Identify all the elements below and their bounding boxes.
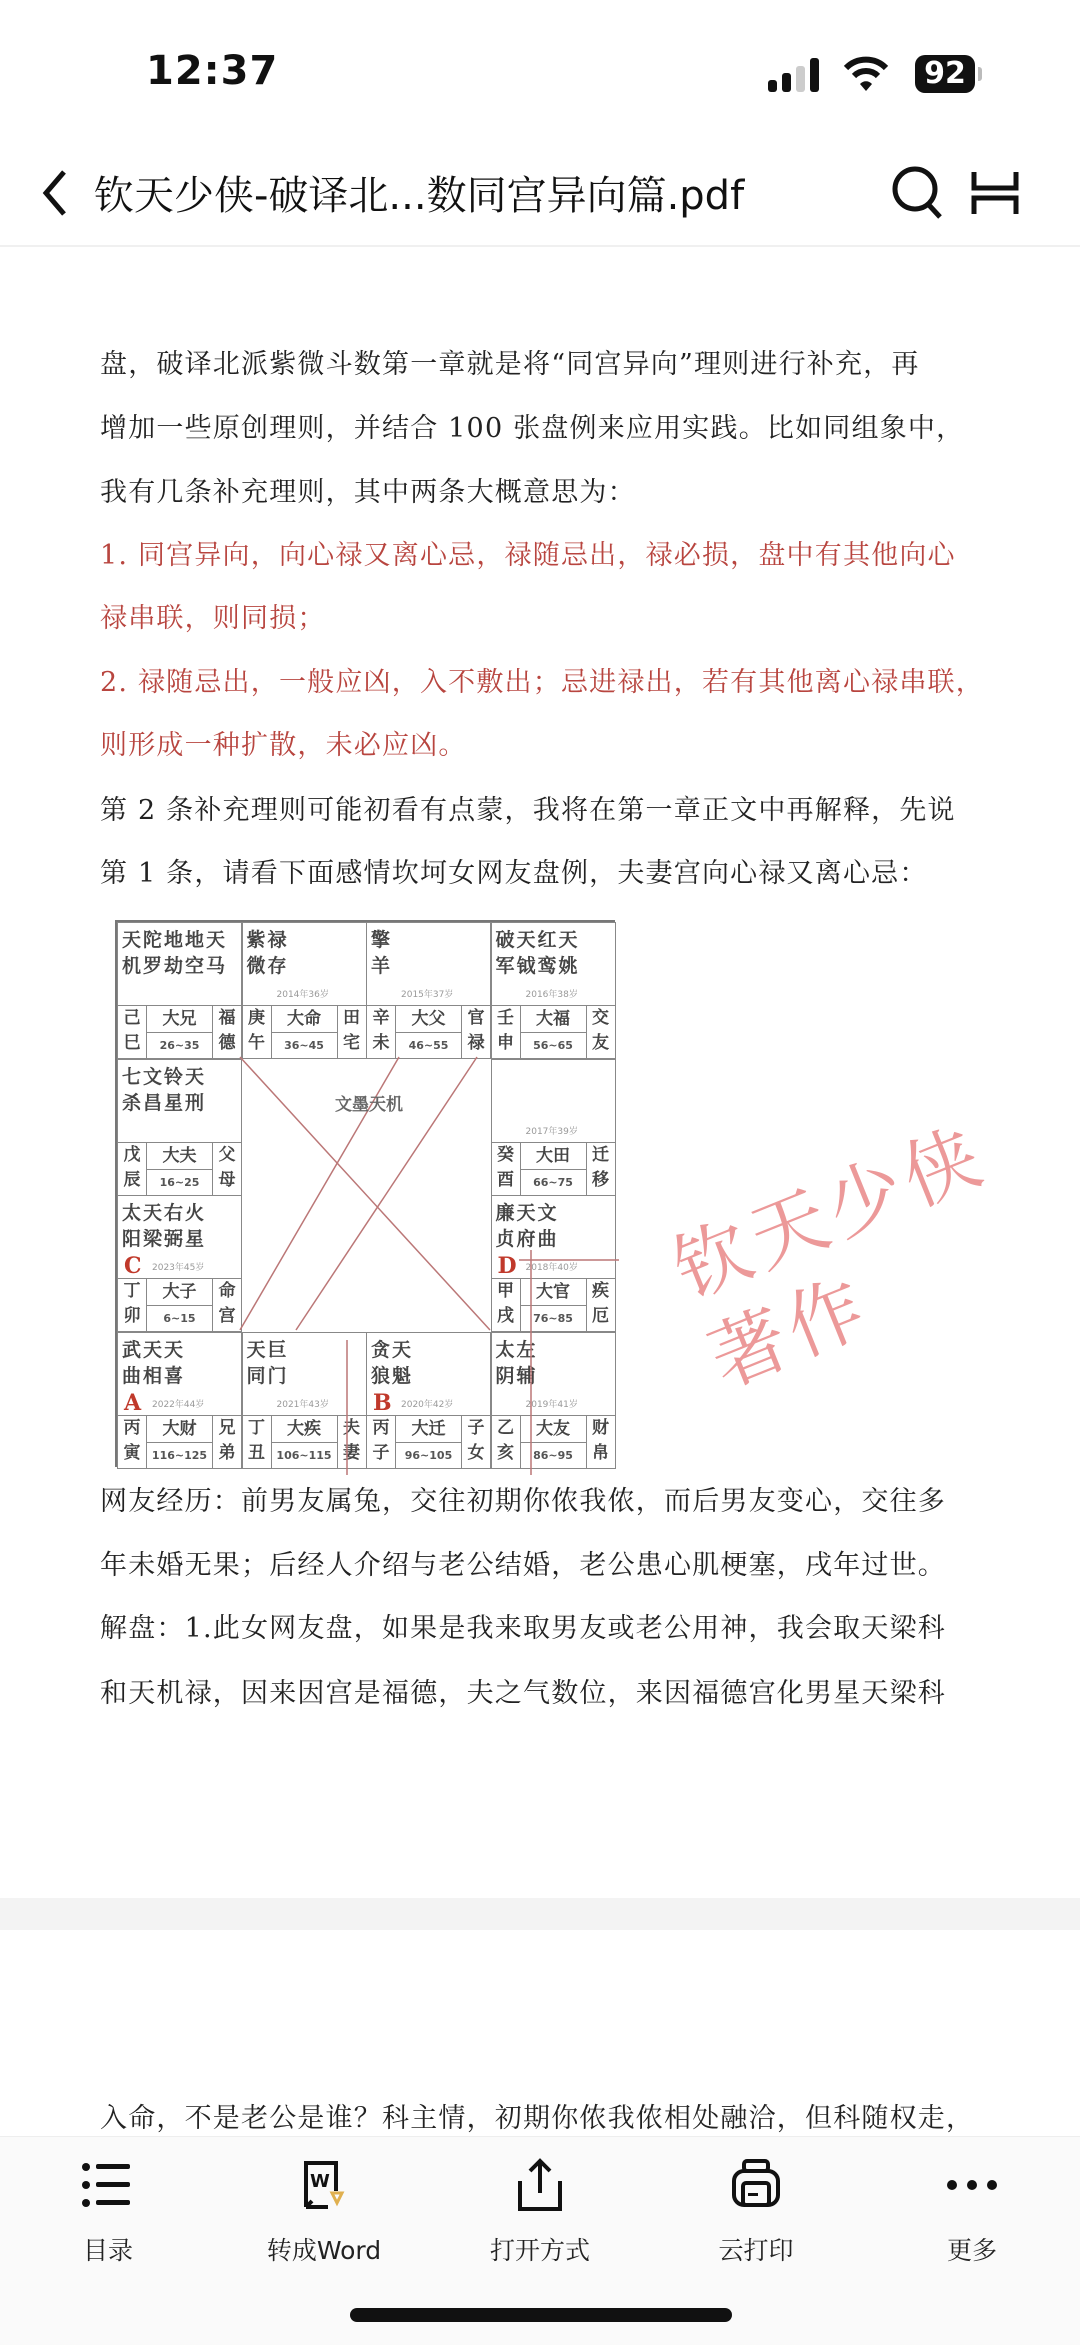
- palace-stem-branch: 丁 丑: [243, 1416, 272, 1468]
- palace-marker: B: [373, 1389, 392, 1416]
- palace-decade-name: 大子: [147, 1279, 212, 1306]
- palace-decade-name: 大友: [521, 1416, 586, 1443]
- palace-stars: 擎 羊: [371, 929, 393, 977]
- palace-year: 2015年37岁: [401, 990, 454, 1000]
- palace-decade-name: 大官: [521, 1279, 586, 1306]
- palace-stem-branch: 丁 卯: [118, 1279, 147, 1331]
- palace-name: 迁 移: [586, 1143, 615, 1195]
- body-text-line: 年未婚无果；后经人介绍与老公结婚，老公患心肌梗塞，戌年过世。: [100, 1550, 946, 1581]
- body-text-line: 禄串联，则同损；: [100, 603, 326, 634]
- body-text-line: 盘，破译北派紫微斗数第一章就是将“同宫异向”理则进行补充，再: [100, 349, 920, 380]
- palace-decade-range: 56~65: [533, 1039, 573, 1052]
- palace-stem-branch: 辛 未: [367, 1006, 396, 1058]
- watermark: 钦天少侠 著作: [661, 1109, 999, 1405]
- palace-decade-name: 大福: [521, 1006, 586, 1033]
- palace-decade-name: 大命: [272, 1006, 337, 1033]
- palace-decade-range: 66~75: [533, 1175, 573, 1189]
- palace-decade-range: 76~85: [533, 1312, 573, 1325]
- palace-decade-range: 26~35: [159, 1039, 200, 1052]
- palace-year: 2023年45岁: [152, 1263, 205, 1273]
- palace-marker: D: [497, 1253, 517, 1279]
- chevron-left-icon[interactable]: [40, 168, 70, 218]
- palace-decade-name: 大迁: [396, 1416, 461, 1443]
- palace-year: 2017年39岁: [525, 1126, 578, 1137]
- palace-name: 疾 厄: [586, 1279, 615, 1331]
- palace-stem-branch: 庚 午: [243, 1006, 272, 1058]
- palace-marker: C: [124, 1253, 142, 1279]
- palace-decade-name: 大疾: [272, 1416, 337, 1443]
- palace-stars: 贪天 狼魁: [371, 1338, 414, 1387]
- palace-year: 2018年40岁: [525, 1263, 578, 1273]
- palace-name: 田 宅: [337, 1006, 366, 1058]
- printer-icon: [728, 2157, 784, 2213]
- palace-stem-branch: 己 巳: [118, 1006, 147, 1058]
- app-header: [0, 140, 1080, 247]
- body-text-line: 我有几条补充理则，其中两条大概意思为：: [100, 477, 636, 508]
- toolbar-label: 云打印: [718, 2236, 794, 2265]
- palace-stem-branch: 乙 亥: [492, 1416, 521, 1468]
- palace-stem-branch: 癸 酉: [492, 1143, 521, 1195]
- palace-stem-branch: 甲 戌: [492, 1279, 521, 1331]
- palace-year: 2020年42岁: [401, 1399, 454, 1410]
- body-text-line: 第 2 条补充理则可能初看有点蒙，我将在第一章正文中再解释，先说: [100, 795, 956, 826]
- body-text-line: 增加一些原创理则，并结合 100 张盘例来应用实践。比如同组象中，: [100, 413, 965, 444]
- palace-year: 2022年44岁: [152, 1399, 205, 1410]
- palace-decade-range: 16~25: [159, 1175, 200, 1189]
- toolbar-label: 更多: [946, 2236, 997, 2265]
- toolbar-label: 转成Word: [266, 2236, 382, 2265]
- palace-stem-branch: 丙 寅: [118, 1416, 147, 1468]
- palace-decade-name: 大父: [396, 1006, 461, 1033]
- svg-text:W: W: [310, 2171, 330, 2192]
- palace-name: 官 禄: [461, 1006, 490, 1058]
- status-time: 12:37: [146, 48, 279, 94]
- chart-arrows: [99, 900, 619, 1475]
- palace-decade-range: 106~115: [276, 1448, 332, 1462]
- palace-year: 2021年43岁: [276, 1399, 329, 1410]
- palace-name: 父 母: [212, 1143, 241, 1195]
- palace-stars: 太天右火 阳梁弼星: [122, 1202, 207, 1250]
- palace-stars: 武天天 曲相喜: [122, 1338, 186, 1387]
- palace-stem-branch: 戊 辰: [118, 1143, 147, 1195]
- palace-name: 夫 妻: [337, 1416, 366, 1468]
- list-icon: [80, 2157, 136, 2213]
- palace-stars: 天巨 同门: [246, 1338, 289, 1387]
- toolbar-label: 打开方式: [489, 2236, 590, 2265]
- toolbar-cloud-print-button[interactable]: [676, 2157, 836, 2267]
- more-icon: [944, 2157, 1000, 2213]
- palace-name: 福 德: [212, 1006, 241, 1058]
- palace-decade-range: 86~95: [533, 1448, 573, 1462]
- palace-name: 交 友: [586, 1006, 615, 1058]
- toolbar-open-with-button[interactable]: [460, 2157, 620, 2267]
- palace-year: 2019年41岁: [525, 1399, 578, 1410]
- palace-decade-name: 大兄: [147, 1006, 212, 1033]
- palace-stars: 紫禄 微存: [246, 929, 289, 977]
- palace-stem-branch: 壬 申: [492, 1006, 521, 1058]
- body-text-line: 1. 同宫异向，向心禄又离心忌，禄随忌出，禄必损，盘中有其他向心: [100, 540, 956, 571]
- palace-name: 财 帛: [586, 1416, 615, 1468]
- cellular-signal-icon: [768, 58, 824, 92]
- palace-decade-range: 6~15: [163, 1312, 196, 1325]
- palace-name: 命 宫: [212, 1279, 241, 1331]
- palace-stem-branch: 丙 子: [367, 1416, 396, 1468]
- page-separator: [0, 1898, 1080, 1930]
- toolbar-convert-word-button[interactable]: [244, 2157, 404, 2267]
- palace-year: 2014年36岁: [276, 990, 329, 1000]
- palace-decade-range: 36~45: [284, 1039, 324, 1052]
- palace-name: 子 女: [461, 1416, 490, 1468]
- palace-stars: 破天红天 军钺鸾姚: [495, 929, 580, 977]
- wifi-icon: [843, 56, 889, 92]
- palace-decade-range: 96~105: [404, 1448, 453, 1462]
- body-text-line: 2. 禄随忌出，一般应凶，入不敷出；忌进禄出，若有其他离心禄串联，: [100, 667, 984, 698]
- document-title: 钦天少侠-破译北...数同宫异向篇.pdf: [94, 173, 745, 219]
- palace-decade-name: 大财: [147, 1416, 212, 1443]
- toolbar-label: 目录: [82, 2236, 133, 2265]
- palace-stars: 七文铃天 杀昌星刑: [122, 1065, 207, 1114]
- palace-decade-range: 116~125: [151, 1448, 208, 1462]
- toolbar-toc-button[interactable]: [28, 2157, 188, 2267]
- body-text-line: 解盘：1.此女网友盘，如果是我来取男友或老公用神，我会取天梁科: [100, 1613, 946, 1644]
- home-indicator: [350, 2308, 732, 2322]
- page2-line: 入命，不是老公是谁？科主情，初期你侬我侬相处融洽，但科随权走，: [100, 2103, 975, 2134]
- body-text-line: 和天机禄，因来因宫是福德，夫之气数位，来因福德宫化男星天梁科: [100, 1678, 946, 1709]
- ziwei-chart-image: [99, 900, 619, 1475]
- palace-stars: 天陀地地天 机罗劫空马: [122, 929, 228, 977]
- body-text-line: 网友经历：前男友属兔，交往初期你侬我侬，而后男友变心，交往多: [100, 1486, 946, 1517]
- page-layout-icon[interactable]: [970, 170, 1020, 216]
- palace-year: 2016年38岁: [525, 990, 578, 1000]
- convert-word-icon: [296, 2157, 352, 2213]
- battery-indicator: 92: [915, 55, 975, 93]
- palace-decade-range: 46~55: [408, 1039, 449, 1052]
- body-text-line: 第 1 条，请看下面感情坎坷女网友盘例，夫妻宫向心禄又离心忌：: [100, 858, 928, 889]
- palace-decade-name: 大田: [521, 1143, 586, 1170]
- status-bar: [0, 0, 1080, 130]
- palace-name: 兄 弟: [212, 1416, 241, 1468]
- chart-center-title: 文墨天机: [335, 1095, 403, 1115]
- share-icon: [512, 2157, 568, 2213]
- body-text-line: 则形成一种扩散，未必应凶。: [100, 730, 467, 761]
- search-icon[interactable]: [890, 164, 944, 220]
- toolbar-more-button[interactable]: [892, 2157, 1052, 2267]
- palace-stars: 太左 阴辅: [495, 1338, 538, 1387]
- palace-marker: A: [124, 1389, 142, 1416]
- palace-decade-name: 大夫: [147, 1143, 212, 1170]
- palace-stars: 廉天文 贞府曲: [495, 1202, 559, 1250]
